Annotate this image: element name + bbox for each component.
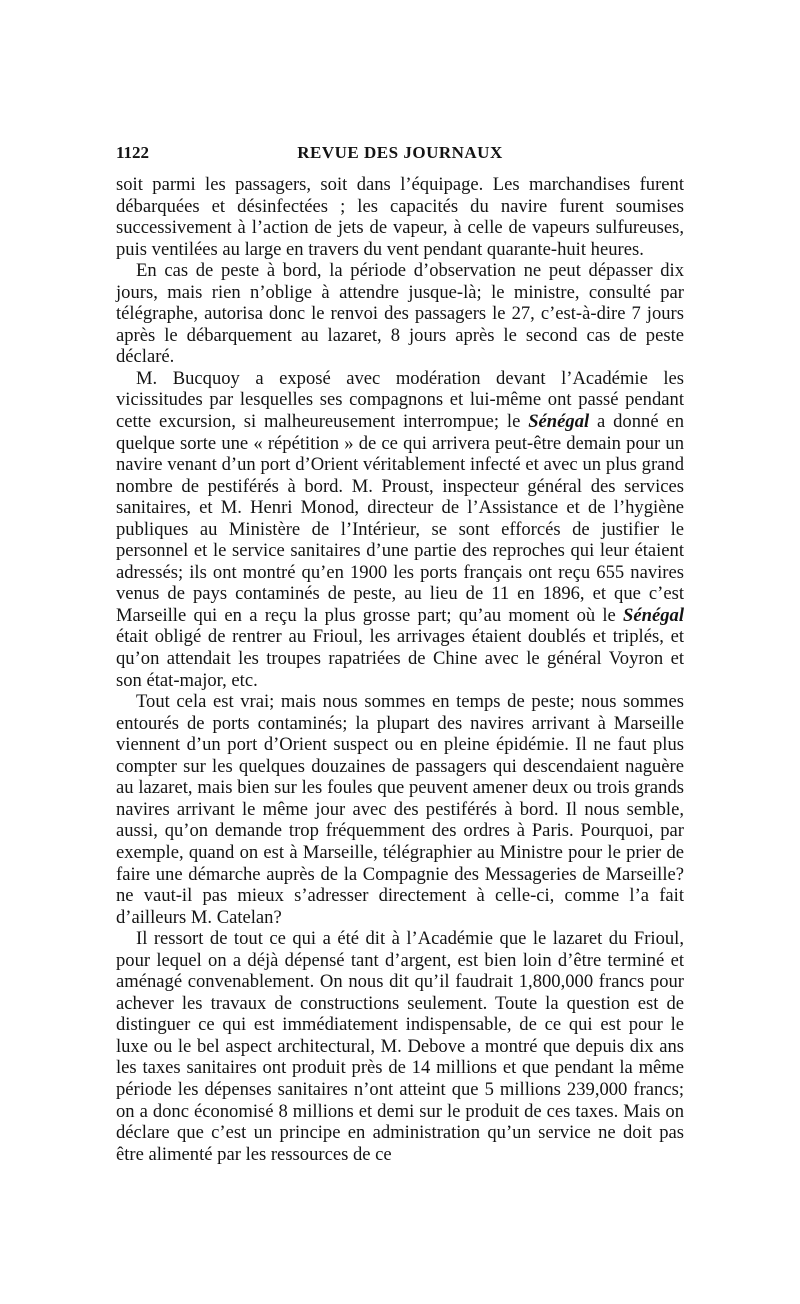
page-number: 1122 [116,143,150,162]
paragraph-text: soit parmi les passagers, soit dans l’équipage. Les marchandises furent débarquées et désinfectées ; les capacités du navire furent soumises successivement à l’action de jets de vapeur, à celle de vapeurs sulfureuses, puis ventilées au large en travers du vent pendant quarante-huit heures. [116,174,684,260]
paragraph-text: Il ressort de tout ce qui a été dit à l’Académie que le lazaret du Frioul, pour lequel on a déjà dépensé tant d’argent, est bien loin d’être terminé et aménagé convenablement. On nous dit qu’il faudrait 1,800,000 francs pour achever les travaux de constructions seulement. Toute la question est de distinguer ce qui est immédiatement indispensable, de ce qui est pour le luxe ou le bel aspect architectural, M. Debove a montré que depuis dix ans les taxes sanitaires ont produit près de 14 millions et que pendant la même période les dépenses sanitaires n’ont atteint que 5 millions 239,000 francs; on a donc économisé 8 millions et demi sur le produit de ces taxes. Mais on déclare que c’est un principe en administration qu’un service ne doit pas être alimenté par les ressources de ce [116,928,684,1165]
paragraph-text: Tout cela est vrai; mais nous sommes en temps de peste; nous sommes entourés de ports contaminés; la plupart des navires arrivant à Marseille viennent d’un port d’Orient suspect ou en pleine épidémie. Il ne faut plus compter sur les quelques douzaines de passagers qui descendaient naguère au lazaret, mais bien sur les foules que peuvent amener deux ou trois grands navires arrivant le même jour avec des pestiférés à bord. Il nous semble, aussi, qu’on demande trop fréquemment des ordres à Paris. Pourquoi, par exemple, quand on est à Marseille, télégraphier au Ministre pour le prier de faire une démarche auprès de la Compagnie des Messageries de Marseille? ne vaut-il pas mieux s’adresser directement à celle-ci, comme l’a fait d’ailleurs M. Catelan? [116,691,684,928]
paragraph-peste-observation [116,260,684,368]
article-body [116,174,684,1165]
paragraph-text: a donné en quelque sorte une « répétition » de ce qui arrivera peut-être demain pour un navire venant d’un port d’Orient véritablement infecté et avec un plus grand nombre de pestiférés à bord. M. Proust, inspecteur général des services sanitaires, et M. Henri Monod, directeur de l’Assistance et de l’hygiène publiques au Ministère de l’Intérieur, se sont efforcés de justifier le personnel et le service sanitaires d’une partie des reproches qui leur étaient adressés; ils ont montré qu’en 1900 les ports français ont reçu 655 navires venus de pays contaminés de peste, au lieu de 11 en 1896, et que c’est Marseille qui en a reçu la plus grosse part; qu’au moment où le [116,411,684,626]
paragraph-bucquoy [116,368,684,691]
paragraph-text: M. Bucquoy a exposé avec modération devant l’Académie les vicissitudes par lesquelles ses compagnons et lui-même ont passé pendant cette excursion, si malheureusement interrompue; le [116,367,684,433]
paragraph-lazaret-frioul [116,928,684,1165]
ship-name-emphasis: Sénégal [528,411,590,433]
paragraph-continuation [116,174,684,260]
running-title: REVUE DES JOURNAUX [297,143,503,162]
ship-name-emphasis: Sénégal [623,604,684,626]
page-header [116,143,684,169]
paragraph-text: En cas de peste à bord, la période d’observation ne peut dépasser dix jours, mais rien n’oblige à attendre jusque-là; le ministre, consulté par télégraphe, autorisa donc le renvoi des passagers le 27, c’est-à-dire 7 jours après le débarquement au lazaret, 8 jours après le second cas de peste déclaré. [116,260,684,368]
paragraph-temps-de-peste [116,691,684,928]
paragraph-text: était obligé de rentrer au Frioul, les arrivages étaient doublés et triplés, et qu’on attendait les troupes rapatriées de Chine avec le général Voyron et son état-major, etc. [116,626,684,691]
